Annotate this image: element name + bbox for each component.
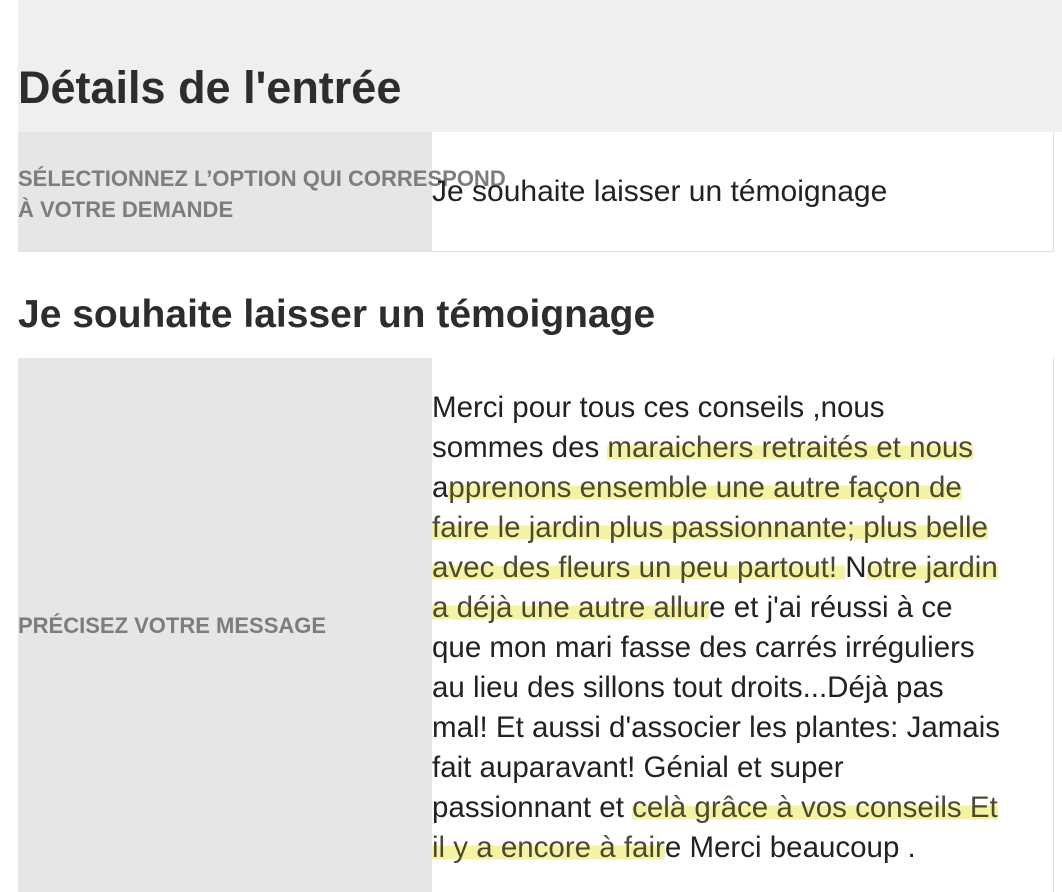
message-label: PRÉCISEZ VOTRE MESSAGE — [18, 613, 327, 638]
option-value: Je souhaite laisser un témoignage — [432, 175, 888, 208]
message-line: passionnant et celà grâce à vos conseils Et — [432, 791, 998, 824]
message-line: fait auparavant! Génial et super — [432, 751, 844, 784]
message-text — [432, 388, 1056, 868]
message-label-cell — [18, 358, 432, 892]
highlighted-text: otre jardin — [866, 551, 998, 584]
highlighted-text: faire le jardin plus passionnante; plus belle — [432, 511, 988, 544]
message-line — [432, 508, 1056, 548]
highlighted-text: avec des fleurs un peu partout! — [432, 551, 846, 584]
highlighted-text: a déjà une autre allur — [432, 591, 710, 624]
highlighted-text: celà grâce à vos conseils Et — [632, 791, 998, 824]
highlighted-text: maraichers retraités et nous — [607, 431, 974, 464]
option-row — [18, 132, 1054, 252]
option-label-line: À VOTRE DEMANDE — [18, 197, 234, 222]
highlighted-text: il y a encore à fair — [432, 831, 665, 864]
page-title: Détails de l'entrée — [18, 62, 402, 113]
message-line: Merci pour tous ces conseils ,nous — [432, 391, 885, 424]
highlighted-text: pprenons ensemble une autre façon de — [448, 471, 962, 504]
message-line: mal! Et aussi d'associer les plantes: Jamais — [432, 711, 1001, 744]
message-line: a déjà une autre allure et j'ai réussi à ce — [432, 591, 953, 624]
option-label — [18, 163, 506, 225]
message-line: il y a encore à faire Merci beaucoup . — [432, 831, 916, 864]
message-line: sommes des maraichers retraités et nous — [432, 431, 974, 464]
option-label-line: SÉLECTIONNEZ L’OPTION QUI CORRESPOND — [18, 166, 506, 191]
message-row — [18, 358, 1054, 892]
message-line: apprenons ensemble une autre façon de — [432, 471, 962, 504]
option-label-cell — [18, 132, 506, 251]
section-title: Je souhaite laisser un témoignage — [18, 293, 656, 336]
message-line: avec des fleurs un peu partout! Notre jardin — [432, 551, 998, 584]
message-line: au lieu des sillons tout droits...Déjà pas — [432, 671, 944, 704]
message-line: que mon mari fasse des carrés irréguliers — [432, 631, 975, 664]
